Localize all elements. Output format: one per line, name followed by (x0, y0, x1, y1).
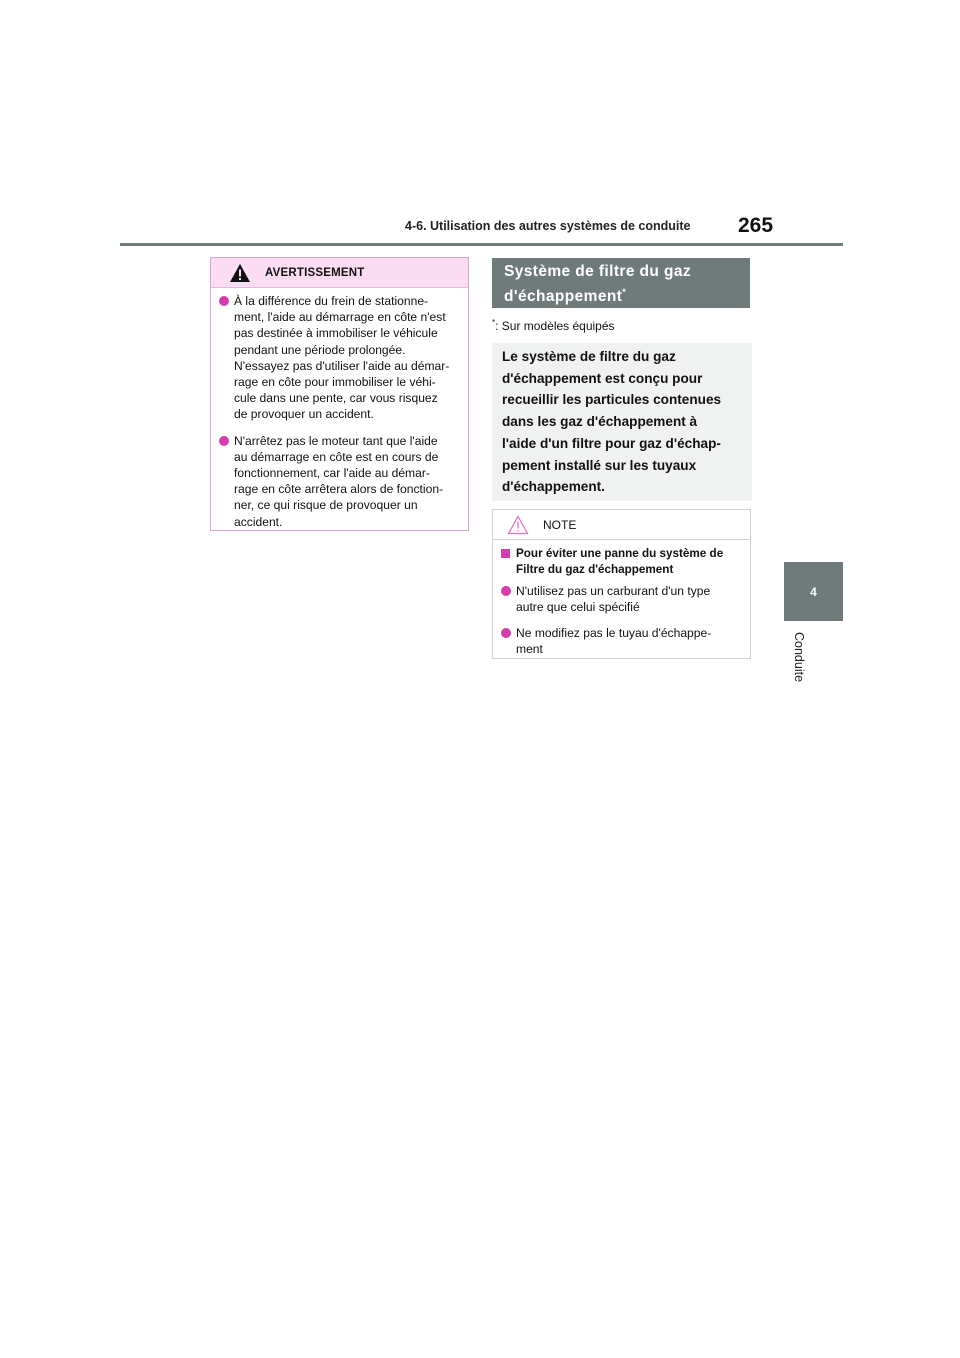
bullet-dot-icon (501, 628, 511, 638)
list-item (501, 625, 742, 657)
footnote (492, 318, 615, 333)
caution-triangle-icon (507, 515, 529, 535)
note-heading (501, 546, 742, 577)
chapter-name: Conduite (792, 632, 806, 683)
page-number: 265 (738, 214, 774, 237)
note-title: NOTE (543, 517, 577, 532)
note-item-text: Ne modifiez pas le tuyau d'échappe- ment (516, 625, 712, 656)
section-title-text: Système de filtre du gaz d'échappement (504, 263, 692, 306)
chapter-tab (784, 562, 843, 621)
warning-box (210, 257, 469, 531)
warning-item-text: N'arrêtez pas le moteur tant que l'aide au démarrage en côte est en cours de fonctionnement, car l'aide au démar- rage en côte arrêtera alors de fonction- ner, ce qui risque de provoquer un accident. (234, 433, 444, 529)
summary-text: Le système de filtre du gaz d'échappement est conçu pour recueillir les particules contenues dans les gaz d'échappement à l'aide d'un filtre pour gaz d'échap- pement installé sur les tuyaux d'échappement. (502, 349, 722, 495)
bullet-dot-icon (219, 296, 229, 306)
bullet-dot-icon (501, 586, 511, 596)
section-header: 4-6. Utilisation des autres systèmes de conduite (405, 219, 691, 233)
note-item-text: N'utilisez pas un carburant d'un type autre que celui spécifié (516, 584, 711, 615)
chapter-number: 4 (810, 584, 817, 599)
section-title (504, 262, 740, 307)
section-banner (492, 258, 750, 308)
section-title-mark: * (622, 287, 627, 297)
warning-list (211, 288, 468, 530)
warning-item-text: À la différence du frein de stationne- ment, l'aide au démarrage en côte n'est pas destinée à immobiliser le véhicule pendant une période prolongée. N'essayez pas d'utiliser l'aide au démar- rage en côte pour immobiliser le véhi- cule dans une pente, car vous risquez de provoquer un accident. (234, 294, 450, 422)
footnote-text: : Sur modèles équipés (495, 319, 615, 333)
note-body (493, 540, 750, 657)
list-item (219, 293, 458, 423)
note-header (493, 510, 750, 540)
footnote-mark: * (492, 318, 496, 327)
list-item (219, 433, 458, 530)
square-bullet-icon (501, 549, 510, 558)
list-item (501, 583, 742, 615)
warning-header (211, 258, 468, 288)
note-box (492, 509, 751, 659)
header-divider (120, 243, 843, 246)
warning-triangle-icon (229, 263, 251, 283)
warning-title: AVERTISSEMENT (265, 266, 365, 279)
bullet-dot-icon (219, 436, 229, 446)
note-heading-text: Pour éviter une panne du système de Filtre du gaz d'échappement (516, 547, 724, 576)
summary-box (492, 343, 752, 501)
